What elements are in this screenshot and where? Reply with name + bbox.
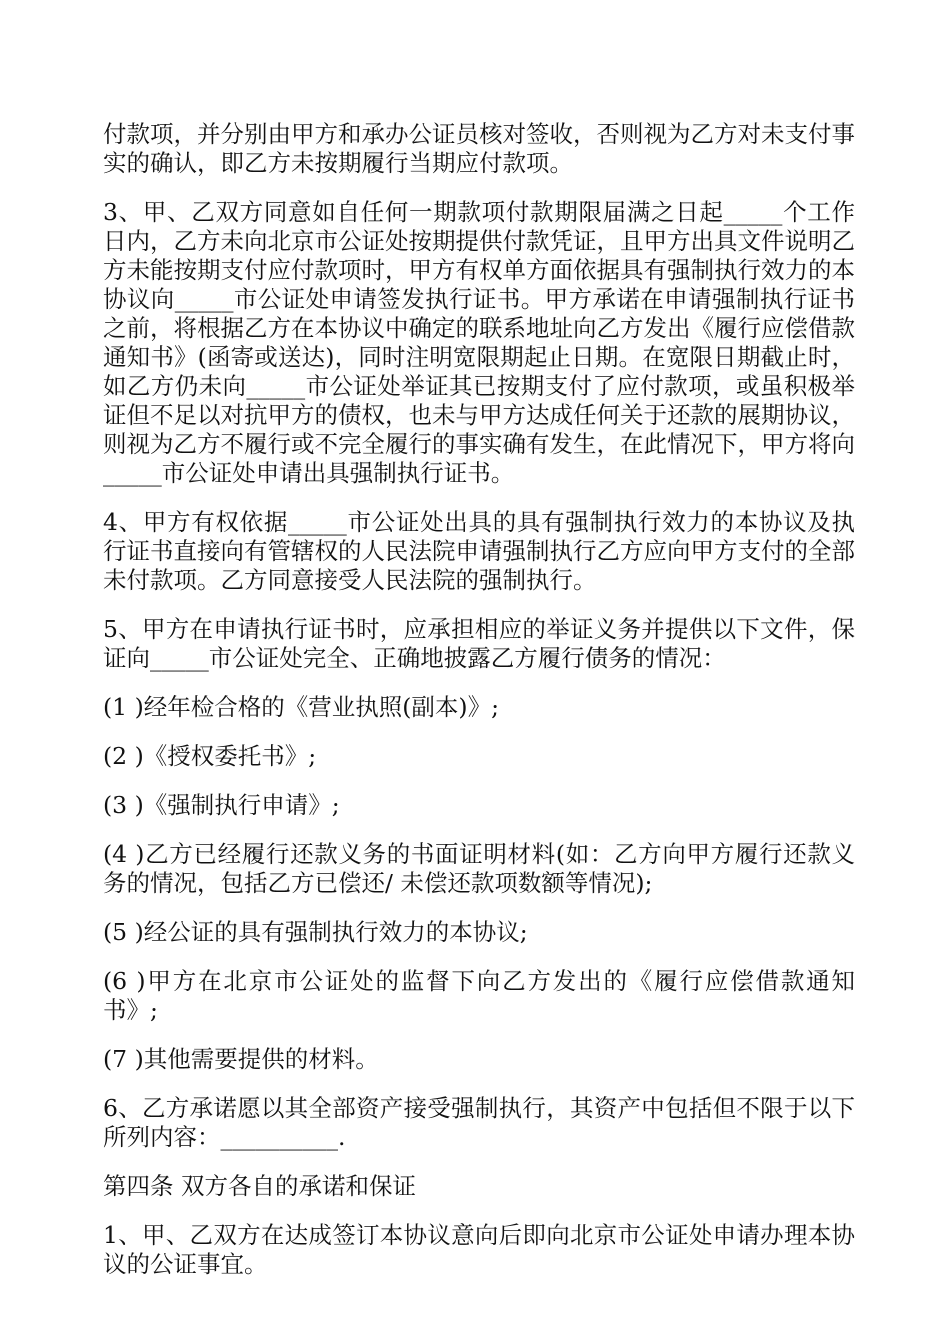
section-heading-article-4: 第四条 双方各自的承诺和保证	[103, 1172, 416, 1200]
list-item-repayment-proof: (4 )乙方已经履行还款义务的书面证明材料(如：乙方向甲方履行还款义务的情况，包括乙方已偿还/ 未偿还款项数额等情况);	[103, 840, 855, 897]
paragraph-payment-confirmation: 付款项，并分别由甲方和承办公证员核对签收，否则视为乙方对未支付事实的确认，即乙方未按期履行当期应付款项。	[103, 120, 855, 177]
list-item-notarized-agreement: (5 )经公证的具有强制执行效力的本协议;	[103, 918, 528, 946]
paragraph-clause-4: 4、甲方有权依据_____市公证处出具的具有强制执行效力的本协议及执行证书直接向有管辖权的人民法院申请强制执行乙方应向甲方支付的全部未付款项。乙方同意接受人民法院的强制执行。	[103, 508, 855, 594]
list-item-other-materials: (7 )其他需要提供的材料。	[103, 1045, 379, 1073]
list-item-business-license: (1 )经年检合格的《营业执照(副本)》;	[103, 693, 500, 721]
list-item-power-of-attorney: (2 )《授权委托书》;	[103, 742, 317, 770]
paragraph-article-4-clause-1: 1、甲、乙双方在达成签订本协议意向后即向北京市公证处申请办理本协议的公证事宜。	[103, 1221, 855, 1278]
list-item-enforcement-application: (3 )《强制执行申请》;	[103, 791, 340, 819]
paragraph-clause-6: 6、乙方承诺愿以其全部资产接受强制执行，其资产中包括但不限于以下所列内容：__________.	[103, 1094, 855, 1151]
paragraph-clause-5: 5、甲方在申请执行证书时，应承担相应的举证义务并提供以下文件，保证向_____市公证处完全、正确地披露乙方履行债务的情况：	[103, 615, 855, 672]
paragraph-clause-3: 3、甲、乙双方同意如自任何一期款项付款期限届满之日起_____个工作日内，乙方未向北京市公证处按期提供付款凭证，且甲方出具文件说明乙方未能按期支付应付款项时，甲方有权单方面依据具有强制执行效力的本协议向_____市公证处申请签发执行证书。甲方承诺在申请强制执行证书之前，将根据乙方在本协议中确定的联系地址向乙方发出《履行应偿借款通知书》(函寄或送达)，同时注明宽限期起止日期。在宽限日期截止时，如乙方仍未向_____市公证处举证其已按期支付了应付款项，或虽积极举证但不足以对抗甲方的债权，也未与甲方达成任何关于还款的展期协议，则视为乙方不履行或不完全履行的事实确有发生，在此情况下，甲方将向_____市公证处申请出具强制执行证书。	[103, 198, 855, 487]
document-page	[103, 120, 855, 1299]
list-item-repayment-notice: (6 )甲方在北京市公证处的监督下向乙方发出的《履行应偿借款通知书》;	[103, 967, 855, 1024]
